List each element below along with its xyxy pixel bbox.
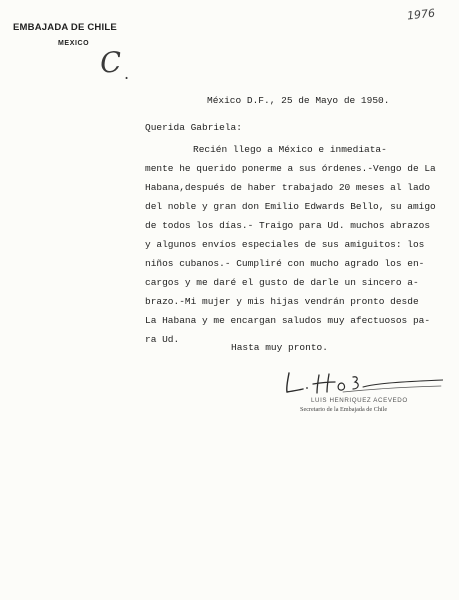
body-line: ra Ud. (145, 334, 180, 345)
archive-number: 1976 (406, 6, 436, 23)
body-line: Habana,después de haber trabajado 20 meses al lado (145, 182, 431, 193)
body-line: de todos los días.- Traigo para Ud. muchos abrazos (145, 220, 431, 231)
body-line: cargos y me daré el gusto de darle un sincero a- (145, 277, 419, 288)
body-line: Recién llego a México e inmediata- (193, 144, 387, 155)
letter-salutation: Querida Gabriela: (145, 122, 242, 133)
body-line: del noble y gran don Emilio Edwards Bello, su amigo (145, 201, 436, 212)
letter-date: México D.F., 25 de Mayo de 1950. (207, 95, 390, 106)
body-line: niños cubanos.- Cumpliré con mucho agrado los en- (145, 258, 425, 269)
letterhead-city: MEXICO (58, 40, 90, 47)
body-line: brazo.-Mi mujer y mis hijas vendrán pronto desde (145, 296, 419, 307)
letter-closing: Hasta muy pronto. (231, 342, 328, 353)
signatory-name: LUIS HENRIQUEZ ACEVEDO (311, 397, 408, 404)
body-line: La Habana y me encargan saludos muy afectuosos pa- (145, 315, 431, 326)
handwritten-signature-icon (283, 367, 443, 397)
signatory-title: Secretario de la Embajada de Chile (300, 406, 388, 413)
signature-block (283, 367, 443, 419)
body-line: y algunos envíos especiales de sus amiguitos: los (145, 239, 425, 250)
letterhead-organization: EMBAJADA DE CHILE (13, 22, 117, 33)
handwritten-annotation: C (98, 45, 123, 80)
letterhead (13, 22, 117, 47)
annotation-mark: . (124, 64, 130, 83)
body-line: mente he querido ponerme a sus órdenes.-Vengo de La (145, 163, 436, 174)
